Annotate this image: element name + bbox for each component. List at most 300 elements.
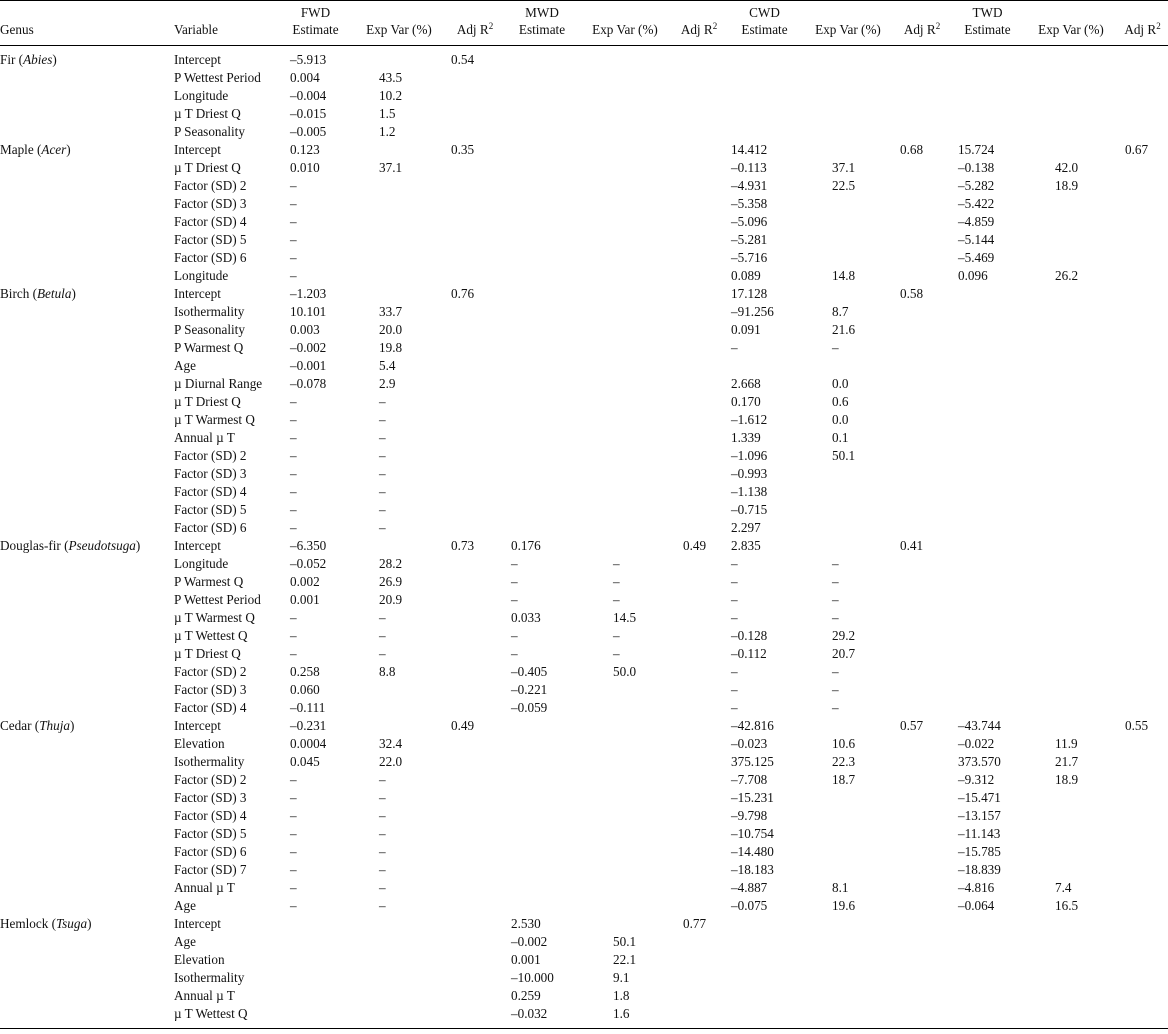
cwd-estimate-cell: – [731,700,738,715]
fwd-estimate-cell: 0.002 [290,574,320,589]
mwd-expvar-cell: – [613,592,620,607]
cwd-adj-cell [894,46,950,70]
fwd-adj-cell [445,1005,505,1029]
twd-estimate-cell [950,375,1025,393]
fwd-expvar-cell: – [379,394,386,409]
cwd-expvar-cell [802,69,894,87]
fwd-estimate-cell: –0.015 [290,106,327,121]
fwd-estimate-cell: – [290,196,297,211]
table-row [0,897,1168,915]
mwd-expvar-cell [579,231,671,249]
fwd-adj-cell [445,681,505,699]
twd-expvar-cell: 26.2 [1055,268,1079,283]
twd-adj-cell [1117,357,1168,375]
twd-estimate-cell: –18.839 [958,862,1001,877]
mwd-estimate-cell [505,231,579,249]
fwd-expvar-cell: 26.9 [379,574,403,589]
twd-adj-cell [1117,177,1168,195]
twd-estimate-cell [950,105,1025,123]
fwd-expvar-cell: – [379,502,386,517]
mwd-adj-cell [671,987,727,1005]
variable-cell: Intercept [174,286,221,301]
cwd-adj-cell [894,267,950,285]
twd-expvar-cell [1025,339,1117,357]
twd-adj-cell [1117,681,1168,699]
cwd-expvar-cell: 21.6 [832,322,856,337]
mwd-estimate-cell [505,141,579,159]
fwd-adj-cell [445,267,505,285]
cwd-adj-cell [894,663,950,681]
fwd-estimate-cell [278,1005,353,1029]
table-row [0,519,1168,537]
twd-adj-cell [1117,915,1168,933]
table-row [0,159,1168,177]
twd-expvar-cell [1025,825,1117,843]
fwd-expvar-cell [353,1005,445,1029]
twd-estimate-header: Estimate [950,21,1025,46]
cwd-estimate-cell [727,123,802,141]
fwd-estimate-cell: – [290,628,297,643]
cwd-expvar-cell [802,843,894,861]
fwd-expvar-cell: – [379,646,386,661]
cwd-expvar-cell: 22.5 [832,178,856,193]
mwd-estimate-cell [505,897,579,915]
table-row [0,447,1168,465]
genus-cell [0,897,174,915]
cwd-expvar-cell: – [832,592,839,607]
mwd-adj-cell [671,879,727,897]
fwd-expvar-cell: – [379,772,386,787]
cwd-expvar-cell [802,987,894,1005]
cwd-expvar-cell [802,825,894,843]
cwd-adj-cell [894,195,950,213]
twd-adj-cell [1117,321,1168,339]
twd-estimate-cell: –5.469 [958,250,995,265]
cwd-adj-cell [894,501,950,519]
fwd-adj-cell [445,627,505,645]
cwd-adj-cell [894,357,950,375]
cwd-adj-cell [894,231,950,249]
twd-estimate-cell: –5.144 [958,232,995,247]
table-row [0,177,1168,195]
cwd-expvar-cell [802,231,894,249]
fwd-adj-cell [445,879,505,897]
mwd-estimate-cell: –0.032 [505,1005,579,1029]
variable-cell: P Warmest Q [174,574,244,589]
cwd-adj-cell [894,303,950,321]
mwd-estimate-cell [505,195,579,213]
twd-estimate-cell: –0.138 [958,160,995,175]
mwd-expvar-cell [579,699,671,717]
mwd-estimate-cell [505,429,579,447]
table-row [0,213,1168,231]
twd-estimate-cell [950,969,1025,987]
variable-cell: Intercept [174,718,221,733]
group-header-mwd: MWD [505,1,579,22]
mwd-adj-cell [671,753,727,771]
mwd-expvar-cell: – [613,556,620,571]
fwd-adj-cell [445,501,505,519]
twd-estimate-cell [950,663,1025,681]
genus-cell [0,843,174,861]
genus-cell [0,699,174,717]
cwd-adj-cell [894,699,950,717]
twd-adj-cell [1117,123,1168,141]
fwd-adj-cell [445,195,505,213]
genus-cell: Fir (Abies) [0,52,57,67]
fwd-expvar-cell: – [379,826,386,841]
fwd-estimate-cell: –0.002 [290,340,327,355]
twd-estimate-cell [950,699,1025,717]
genus-cell [0,645,174,663]
variable-cell: Factor (SD) 2 [174,178,247,193]
mwd-adj-cell [671,339,727,357]
fwd-estimate-cell: – [290,448,297,463]
fwd-estimate-cell [278,933,353,951]
mwd-estimate-cell [505,501,579,519]
mwd-estimate-cell [505,789,579,807]
mwd-expvar-cell: 50.0 [613,664,637,679]
genus-cell [0,681,174,699]
twd-expvar-cell [1025,519,1117,537]
cwd-expvar-cell [802,87,894,105]
table-row [0,123,1168,141]
variable-cell: Factor (SD) 2 [174,448,247,463]
cwd-adj-cell: 0.68 [900,142,924,157]
cwd-estimate-cell: 2.297 [731,520,761,535]
variable-cell: Factor (SD) 4 [174,214,247,229]
fwd-adj-header: Adj $R^2$ [445,21,505,46]
twd-adj-cell [1117,105,1168,123]
mwd-adj-cell [671,285,727,303]
twd-expvar-cell [1025,87,1117,105]
table-row [0,87,1168,105]
variable-cell: Intercept [174,916,221,931]
mwd-expvar-cell: 1.6 [579,1005,671,1029]
cwd-expvar-cell: 8.1 [832,880,849,895]
variable-cell: Factor (SD) 4 [174,700,247,715]
cwd-adj-cell [894,843,950,861]
cwd-expvar-cell: 50.1 [832,448,856,463]
mwd-adj-cell [671,231,727,249]
twd-adj-cell [1117,825,1168,843]
cwd-estimate-cell: –1.138 [731,484,768,499]
mwd-estimate-cell [505,771,579,789]
mwd-estimate-cell [505,879,579,897]
variable-cell: µ T Driest Q [174,394,241,409]
fwd-estimate-cell: – [290,484,297,499]
twd-estimate-cell [950,933,1025,951]
fwd-adj-cell [445,519,505,537]
fwd-estimate-cell: –0.001 [290,358,327,373]
fwd-estimate-cell [278,969,353,987]
variable-cell: Age [174,358,196,373]
mwd-expvar-cell [579,285,671,303]
table-row [0,267,1168,285]
twd-expvar-cell: 16.5 [1055,898,1079,913]
mwd-expvar-cell [579,483,671,501]
mwd-adj-cell [671,87,727,105]
fwd-adj-cell [445,339,505,357]
variable-cell: µ T Wettest Q [174,1005,278,1029]
cwd-expvar-cell [802,465,894,483]
fwd-expvar-cell [353,249,445,267]
variable-cell: Factor (SD) 7 [174,862,247,877]
mwd-expvar-cell [579,681,671,699]
mwd-adj-cell [671,483,727,501]
fwd-estimate-cell: 0.060 [290,682,320,697]
table-row [0,843,1168,861]
cwd-estimate-cell: – [731,340,738,355]
table-row [0,249,1168,267]
table-row [0,357,1168,375]
twd-expvar-cell [1025,195,1117,213]
fwd-expvar-cell [353,46,445,70]
mwd-estimate-cell [505,447,579,465]
fwd-adj-cell [445,591,505,609]
twd-expvar-cell [1025,231,1117,249]
mwd-adj-cell [671,303,727,321]
fwd-estimate-cell: – [290,772,297,787]
cwd-expvar-cell: 20.7 [832,646,856,661]
cwd-adj-cell [894,159,950,177]
cwd-expvar-cell [802,789,894,807]
mwd-adj-cell [671,357,727,375]
twd-expvar-cell [1025,987,1117,1005]
variable-cell: Factor (SD) 6 [174,844,247,859]
mwd-adj-cell [671,861,727,879]
variable-cell: Elevation [174,736,225,751]
mwd-adj-cell [671,609,727,627]
fwd-expvar-cell [353,933,445,951]
fwd-estimate-cell: – [290,394,297,409]
mwd-expvar-cell [579,429,671,447]
fwd-expvar-cell: 20.9 [379,592,403,607]
cwd-estimate-cell [727,1005,802,1029]
cwd-estimate-cell [727,915,802,933]
cwd-estimate-cell: –15.231 [731,790,774,805]
twd-adj-cell [1117,609,1168,627]
genus-cell [0,753,174,771]
mwd-estimate-cell [505,843,579,861]
mwd-expvar-cell [579,69,671,87]
twd-expvar-cell [1025,141,1117,159]
genus-cell [0,249,174,267]
genus-cell [0,735,174,753]
twd-estimate-cell [950,1005,1025,1029]
variable-cell: P Wettest Period [174,592,261,607]
fwd-estimate-cell: – [290,268,297,283]
fwd-expvar-cell [353,177,445,195]
twd-adj-cell: 0.55 [1125,718,1149,733]
fwd-expvar-cell: 5.4 [379,358,396,373]
fwd-adj-cell [445,447,505,465]
twd-expvar-cell [1025,951,1117,969]
twd-adj-cell: 0.67 [1125,142,1149,157]
cwd-expvar-cell [802,1005,894,1029]
table-row [0,681,1168,699]
cwd-expvar-cell [802,357,894,375]
mwd-expvar-cell [579,375,671,393]
fwd-adj-cell [445,843,505,861]
mwd-estimate-cell: – [511,628,518,643]
mwd-adj-cell [671,843,727,861]
mwd-adj-cell [671,447,727,465]
genus-cell [0,483,174,501]
mwd-adj-cell [671,681,727,699]
cwd-expvar-cell: 10.6 [832,736,856,751]
twd-expvar-cell [1025,447,1117,465]
cwd-expvar-cell [802,717,894,735]
fwd-estimate-cell: – [290,430,297,445]
genus-cell [0,591,174,609]
mwd-expvar-cell [579,717,671,735]
fwd-expvar-cell: 22.0 [379,754,403,769]
fwd-adj-cell [445,897,505,915]
cwd-estimate-cell: 1.339 [731,430,761,445]
mwd-estimate-cell [505,717,579,735]
twd-estimate-cell: –0.022 [958,736,995,751]
cwd-expvar-cell [802,213,894,231]
mwd-expvar-cell: 50.1 [613,934,637,949]
mwd-adj-cell [671,825,727,843]
twd-estimate-cell: –13.157 [958,808,1001,823]
cwd-estimate-cell: –4.887 [731,880,768,895]
mwd-expvar-cell [579,87,671,105]
cwd-expvar-cell: 0.0 [832,412,849,427]
fwd-estimate-cell: 0.258 [290,664,320,679]
mwd-adj-cell [671,969,727,987]
genus-cell [0,609,174,627]
twd-estimate-cell [950,465,1025,483]
genus-cell [0,339,174,357]
cwd-adj-cell [894,411,950,429]
header-row-sub [0,21,1168,46]
mwd-expvar-cell [579,465,671,483]
table-row [0,339,1168,357]
fwd-estimate-cell: – [290,790,297,805]
fwd-adj-cell [445,411,505,429]
table-row [0,285,1168,303]
mwd-expvar-cell [579,879,671,897]
mwd-expvar-cell [579,789,671,807]
mwd-estimate-cell [505,861,579,879]
variable-cell: Intercept [174,142,221,157]
cwd-adj-cell [894,105,950,123]
cwd-expvar-cell [802,501,894,519]
cwd-expvar-cell [802,933,894,951]
twd-expvar-cell [1025,105,1117,123]
fwd-expvar-cell [353,285,445,303]
twd-expvar-cell [1025,843,1117,861]
mwd-estimate-cell: –0.059 [511,700,548,715]
mwd-estimate-cell: – [511,592,518,607]
fwd-expvar-cell: – [379,808,386,823]
mwd-expvar-cell [579,447,671,465]
variable-cell: Factor (SD) 3 [174,466,247,481]
fwd-expvar-cell [353,969,445,987]
variable-cell: Factor (SD) 3 [174,790,247,805]
variable-cell: µ Diurnal Range [174,376,263,391]
fwd-adj-cell [445,807,505,825]
table-row [0,69,1168,87]
table-row [0,231,1168,249]
fwd-estimate-cell: – [290,646,297,661]
cwd-adj-cell [894,1005,950,1029]
twd-expvar-cell [1025,429,1117,447]
fwd-estimate-cell: – [290,898,297,913]
mwd-estimate-cell: –0.002 [511,934,548,949]
twd-expvar-cell [1025,537,1117,555]
fwd-expvar-cell [353,987,445,1005]
cwd-estimate-header: Estimate [727,21,802,46]
cwd-adj-cell [894,897,950,915]
cwd-estimate-cell: 2.835 [731,538,761,553]
mwd-adj-cell [671,375,727,393]
cwd-estimate-cell: –18.183 [731,862,774,877]
mwd-adj-cell [671,735,727,753]
fwd-estimate-cell: – [290,610,297,625]
twd-adj-cell [1117,519,1168,537]
mwd-expvar-cell [579,123,671,141]
fwd-estimate-header: Estimate [278,21,353,46]
fwd-estimate-cell: – [290,214,297,229]
genus-cell [0,807,174,825]
table-row [0,771,1168,789]
mwd-adj-cell [671,555,727,573]
mwd-expvar-cell [579,735,671,753]
fwd-expvar-cell [353,681,445,699]
mwd-estimate-cell [505,69,579,87]
twd-expvar-cell [1025,357,1117,375]
cwd-adj-cell [894,177,950,195]
twd-adj-cell [1117,645,1168,663]
cwd-adj-cell: 0.58 [900,286,924,301]
cwd-adj-cell [894,483,950,501]
twd-adj-cell [1117,627,1168,645]
fwd-adj-cell [445,429,505,447]
mwd-estimate-cell [505,321,579,339]
twd-estimate-cell [950,573,1025,591]
table-row [0,483,1168,501]
variable-cell: Factor (SD) 4 [174,808,247,823]
variable-cell: Annual µ T [174,430,235,445]
twd-estimate-cell: –4.859 [958,214,995,229]
variable-cell: Factor (SD) 4 [174,484,247,499]
twd-estimate-cell: –15.785 [958,844,1001,859]
twd-adj-cell [1117,1005,1168,1029]
mwd-expvar-cell: 22.1 [613,952,637,967]
fwd-expvar-cell: 43.5 [379,70,403,85]
fwd-estimate-cell: 0.001 [290,592,320,607]
cwd-adj-cell [894,987,950,1005]
cwd-expvar-cell: 29.2 [832,628,856,643]
cwd-adj-cell [894,375,950,393]
mwd-estimate-cell [505,105,579,123]
group-header-twd: TWD [950,1,1025,22]
variable-cell: µ T Wettest Q [174,628,248,643]
genus-cell [0,861,174,879]
mwd-adj-cell [671,393,727,411]
mwd-adj-cell [671,195,727,213]
twd-expvar-cell [1025,213,1117,231]
fwd-expvar-cell [353,195,445,213]
fwd-estimate-cell: –0.005 [290,124,327,139]
twd-estimate-cell [950,87,1025,105]
table-row [0,105,1168,123]
fwd-expvar-cell: 19.8 [379,340,403,355]
cwd-estimate-cell [727,951,802,969]
